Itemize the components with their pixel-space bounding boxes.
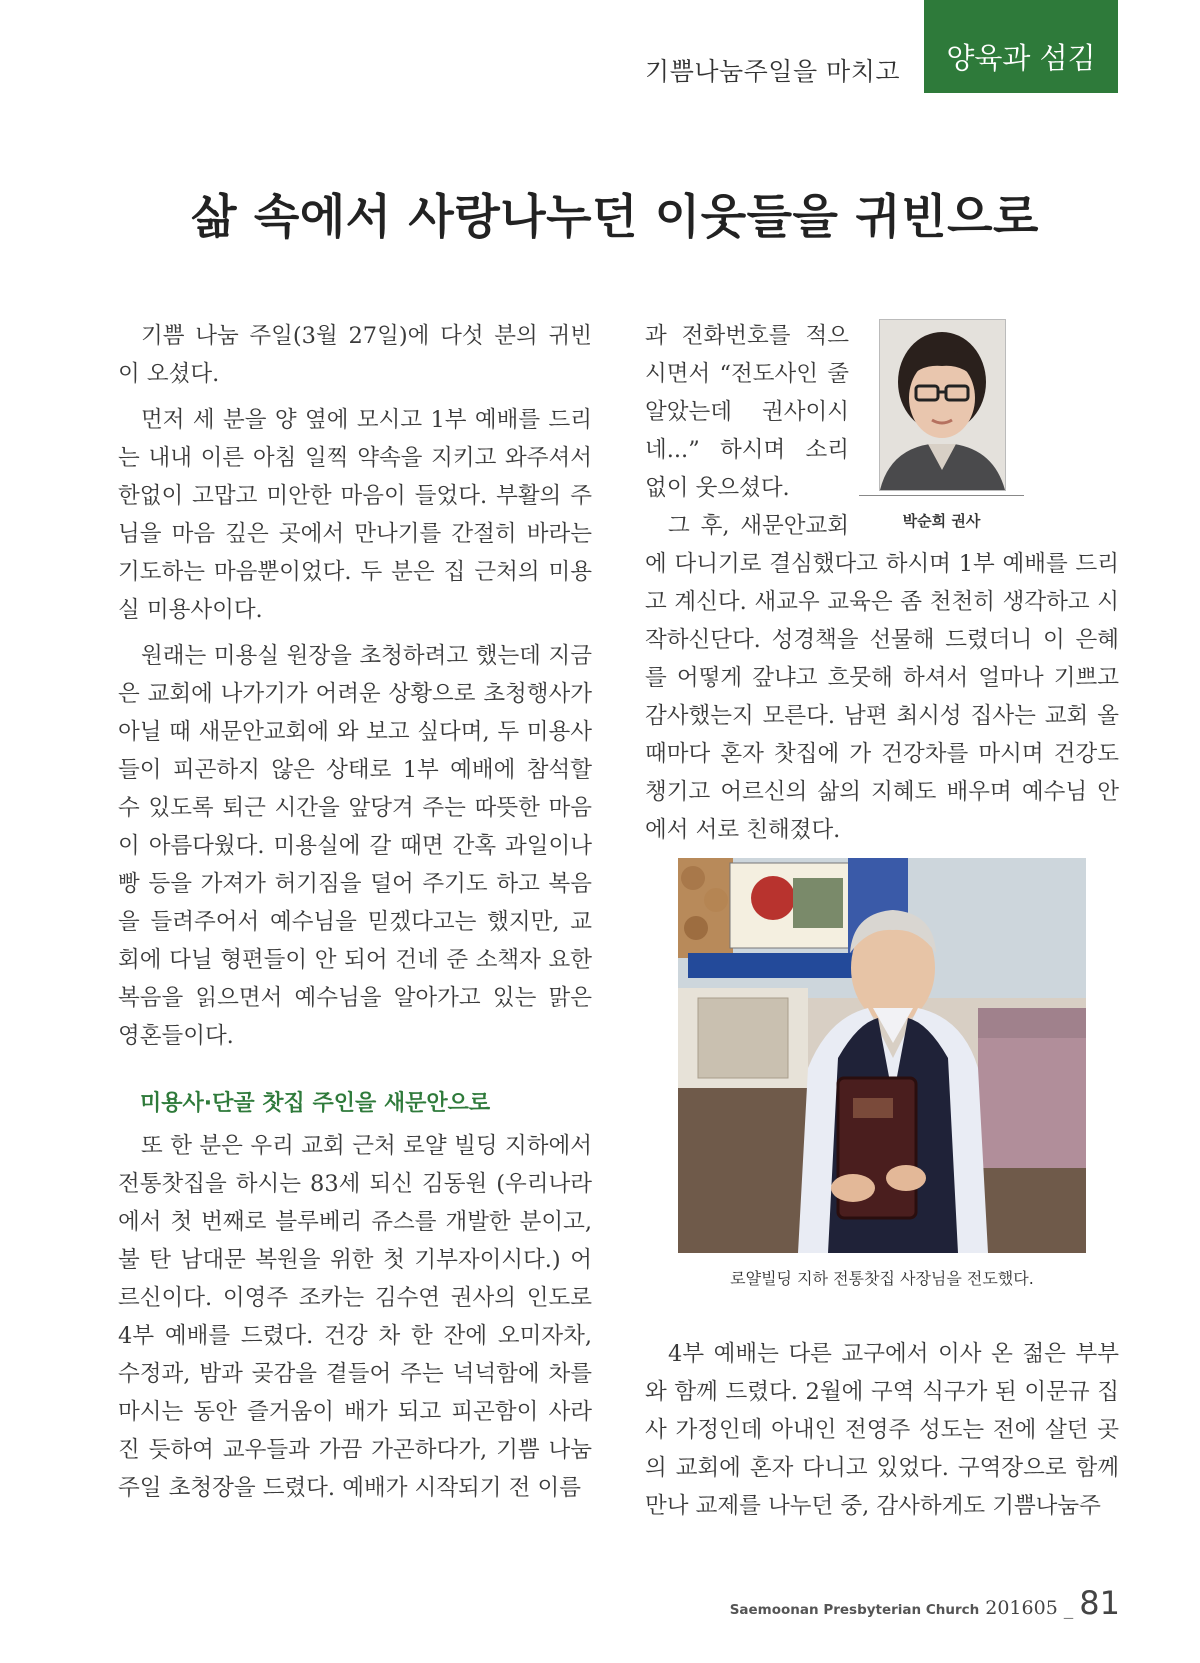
section-label: 기쁨나눔주일을 마치고 <box>645 57 900 86</box>
paragraph: 그 후, 새문안교회에 다니기로 결심했다고 하시며 1부 예배를 드리고 계신다. 새교우 교육은 좀 천천히 생각하고 시작하신단다. 성경책을 선물해 드렸더니 이 은혜를 어떻게 갚냐고 흐뭇해 하셔서 얼마나 기쁘고 감사했는지 모른다. 남편 최시성 집사는 교회 올 때마다 혼자 찻집에 가 건강차를 마시며 건강도 챙기고 어르신의 삶의 지혜도 배우며 예수님 안에서 서로 친해졌다. <box>645 513 1119 843</box>
portrait-figure <box>859 317 1119 537</box>
portrait-caption: 박순희 권사 <box>859 495 1024 540</box>
photo-caption: 로얄빌딩 지하 전통찻집 사장님을 전도했다. <box>730 1269 1034 1288</box>
page-number: 81 <box>1079 1584 1120 1622</box>
paragraph: 기쁨 나눔 주일(3월 27일)에 다섯 분의 귀빈이 오셨다. <box>118 323 592 387</box>
right-column-top <box>645 317 1119 849</box>
tea-house-owner-photo <box>678 858 1086 1253</box>
article-title: 삶 속에서 사랑나누던 이웃들을 귀빈으로 <box>191 190 1039 245</box>
paragraph: 4부 예배는 다른 교구에서 이사 온 젊은 부부와 함께 드렸다. 2월에 구역 식구가 된 이문규 집사 가정인데 아내인 전영주 성도는 전에 살던 곳의 교회에 혼자 다니고 있었다. 구역장으로 함께 만나 교제를 나누던 중, 감사하게도 기쁨나눔주 <box>645 1341 1119 1519</box>
paragraph: 원래는 미용실 원장을 초청하려고 했는데 지금은 교회에 나가기가 어려운 상황으로 초청행사가 아닐 때 새문안교회에 와 보고 싶다며, 두 미용사들이 피곤하지 않은 상태로 1부 예배에 참석할 수 있도록 퇴근 시간을 앞당겨 주는 따뜻한 마음이 아름다웠다. 미용실에 갈 때면 간혹 과일이나 빵 등을 가져가 허기짐을 덜어 주기도 하고 복음을 들려주어서 예수님을 믿겠다고는 했지만, 교회에 다닐 형편들이 안 되어 건네 준 소책자 요한복음을 읽으면서 예수님을 알아가고 있는 맑은 영혼들이다. <box>118 643 592 1049</box>
subheading: 미용사·단골 찻집 주인을 새문안으로 <box>140 1091 491 1116</box>
left-column <box>118 317 592 1515</box>
section-tab <box>924 0 1118 93</box>
paragraph: 또 한 분은 우리 교회 근처 로얄 빌딩 지하에서 전통찻집을 하시는 83세 되신 김동원 (우리나라에서 첫 번째로 블루베리 쥬스를 개발한 분이고, 불 탄 남대문 복원을 위한 첫 기부자이시다.) 어르신이다. 이영주 조카는 김수연 권사의 인도로 4부 예배를 드렸다. 건강 차 한 잔에 오미자차, 수정과, 밤과 곶감을 곁들어 주는 넉넉함에 차를 마시는 동안 즐거움이 배가 되고 피곤함이 사라진 듯하여 교우들과 가끔 가곤하다가, 기쁨 나눔 주일 초청장을 드렸다. 예배가 시작되기 전 이름 <box>118 1133 592 1501</box>
issue-number: 201605 <box>985 1597 1058 1619</box>
paragraph: 과 전화번호를 적으시면서 “전도사인 줄 알았는데 권사이시네...” 하시며 소리 없이 웃으셨다. <box>645 323 849 501</box>
portrait-photo <box>879 319 1006 491</box>
footer-separator: _ <box>1063 1597 1074 1619</box>
paragraph: 먼저 세 분을 양 옆에 모시고 1부 예배를 드리는 내내 이른 아침 일찍 약속을 지키고 와주셔서 한없이 고맙고 미안한 마음이 들었다. 부활의 주님을 마음 깊은 곳에서 만나기를 간절히 바라는 기도하는 마음뿐이었다. 두 분은 집 근처의 미용실 미용사이다. <box>118 407 592 623</box>
right-column-bottom <box>645 1335 1119 1533</box>
page-footer <box>730 1584 1120 1622</box>
section-tab-label: 양육과 섬김 <box>946 41 1096 75</box>
church-name: Saemoonan Presbyterian Church <box>729 1602 980 1618</box>
